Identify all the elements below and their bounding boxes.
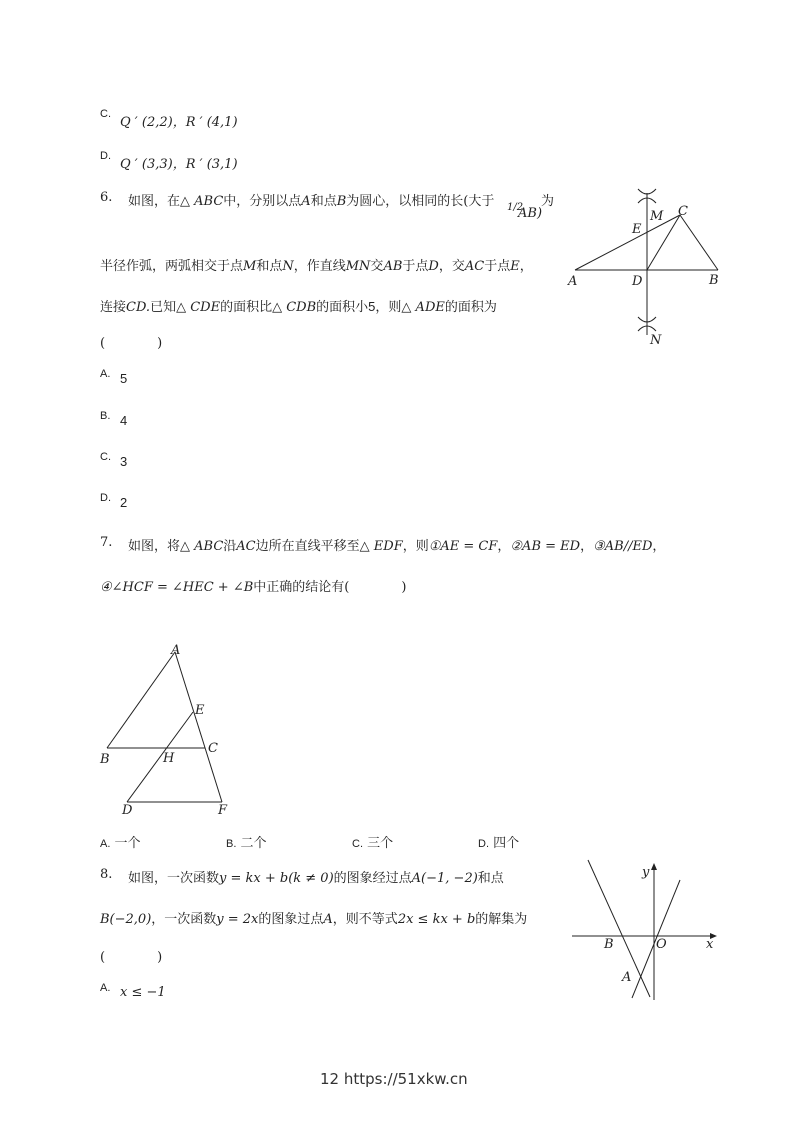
q6-number: 6. [100, 190, 113, 205]
q7-option-b: B. 二个 [226, 836, 267, 851]
q7-line-ed [127, 712, 193, 802]
q6-line1-end: 为 [541, 194, 555, 209]
q7-label-b: B [100, 752, 110, 767]
q8-option-a-label: A. [100, 982, 111, 994]
q6-label-m: M [650, 209, 664, 224]
q8-line2: B(−2,0)，一次函数y = 2x的图象过点A，则不等式2x ≤ kx + b的解集为 [100, 912, 528, 927]
q8-answer-paren: ( ) [100, 950, 163, 965]
q6-option-a-label: A. [100, 368, 111, 380]
q6-answer-paren: ( ) [100, 336, 163, 351]
q5-option-c-text: Q ′ (2,2)，R ′ (4,1) [120, 115, 238, 130]
q6-label-a: A [568, 274, 578, 289]
q6-label-c: C [678, 204, 688, 219]
q7-figure [95, 640, 245, 820]
q7-line-ab [107, 652, 175, 748]
q7-line1: 如图，将△ ABC沿AC边所在直线平移至△ EDF，则①AE = CF，②AB = ED，③AB//ED， [128, 539, 666, 554]
q8-label-o: O [656, 937, 667, 952]
q6-label-d: D [632, 274, 643, 289]
q6-line2: 半径作弧，两弧相交于点M和点N，作直线MN交AB于点D，交AC于点E， [100, 259, 533, 274]
page-footer: 12 https://51xkw.cn [320, 1070, 468, 1088]
q7-options: A. 一个 [100, 836, 141, 851]
q8-label-y: y [642, 865, 650, 880]
q7-number: 7. [100, 535, 113, 550]
q8-label-b: B [604, 937, 614, 952]
q8-label-x: x [706, 937, 714, 952]
q6-figure [560, 185, 735, 355]
q6-option-c-label: C. [100, 451, 111, 463]
q5-option-c-label: C. [100, 108, 111, 120]
q6-option-c-text: 3 [120, 454, 128, 469]
q6-option-d-label: D. [100, 492, 111, 504]
q6-fraction: 1/2 [507, 202, 524, 213]
q8-label-a: A [622, 970, 632, 985]
q6-line-cb [680, 215, 718, 270]
q6-label-n: N [650, 333, 662, 348]
q7-line2: ④∠HCF = ∠HEC + ∠B中正确的结论有( ) [100, 580, 407, 595]
q6-option-b-text: 4 [120, 413, 128, 428]
q5-option-d-text: Q ′ (3,3)，R ′ (3,1) [120, 157, 238, 172]
q6-line1: 如图，在△ ABC中，分别以点A和点B为圆心，以相同的长(大于 [128, 194, 495, 209]
q6-fraction-ab: AB) [518, 206, 543, 221]
q7-option-d: D. 四个 [478, 836, 520, 851]
q7-option-c: C. 三个 [352, 836, 394, 851]
q7-label-c: C [208, 741, 218, 756]
q6-line-ac [575, 215, 680, 270]
q7-label-e: E [195, 703, 205, 718]
q6-line3: 连接CD.已知△ CDE的面积比△ CDB的面积小5，则△ ADE的面积为 [100, 299, 497, 315]
q7-label-f: F [218, 803, 228, 818]
q8-y-arrow [651, 863, 657, 870]
q7-label-d: D [122, 803, 133, 818]
q7-label-a: A [171, 643, 181, 658]
q6-option-b-label: B. [100, 410, 111, 422]
q7-label-h: H [163, 751, 175, 766]
q6-option-d-text: 2 [120, 495, 128, 510]
q5-option-d-label: D. [100, 150, 111, 162]
q6-label-e: E [632, 222, 642, 237]
q6-label-b: B [709, 273, 719, 288]
q8-figure [570, 860, 725, 1005]
q8-number: 8. [100, 867, 113, 882]
q8-line1: 如图，一次函数y = kx + b(k ≠ 0)的图象经过点A(−1, −2)和点 [128, 871, 504, 886]
q6-option-a-text: 5 [120, 371, 128, 386]
q8-option-a-text: x ≤ −1 [120, 985, 166, 1000]
